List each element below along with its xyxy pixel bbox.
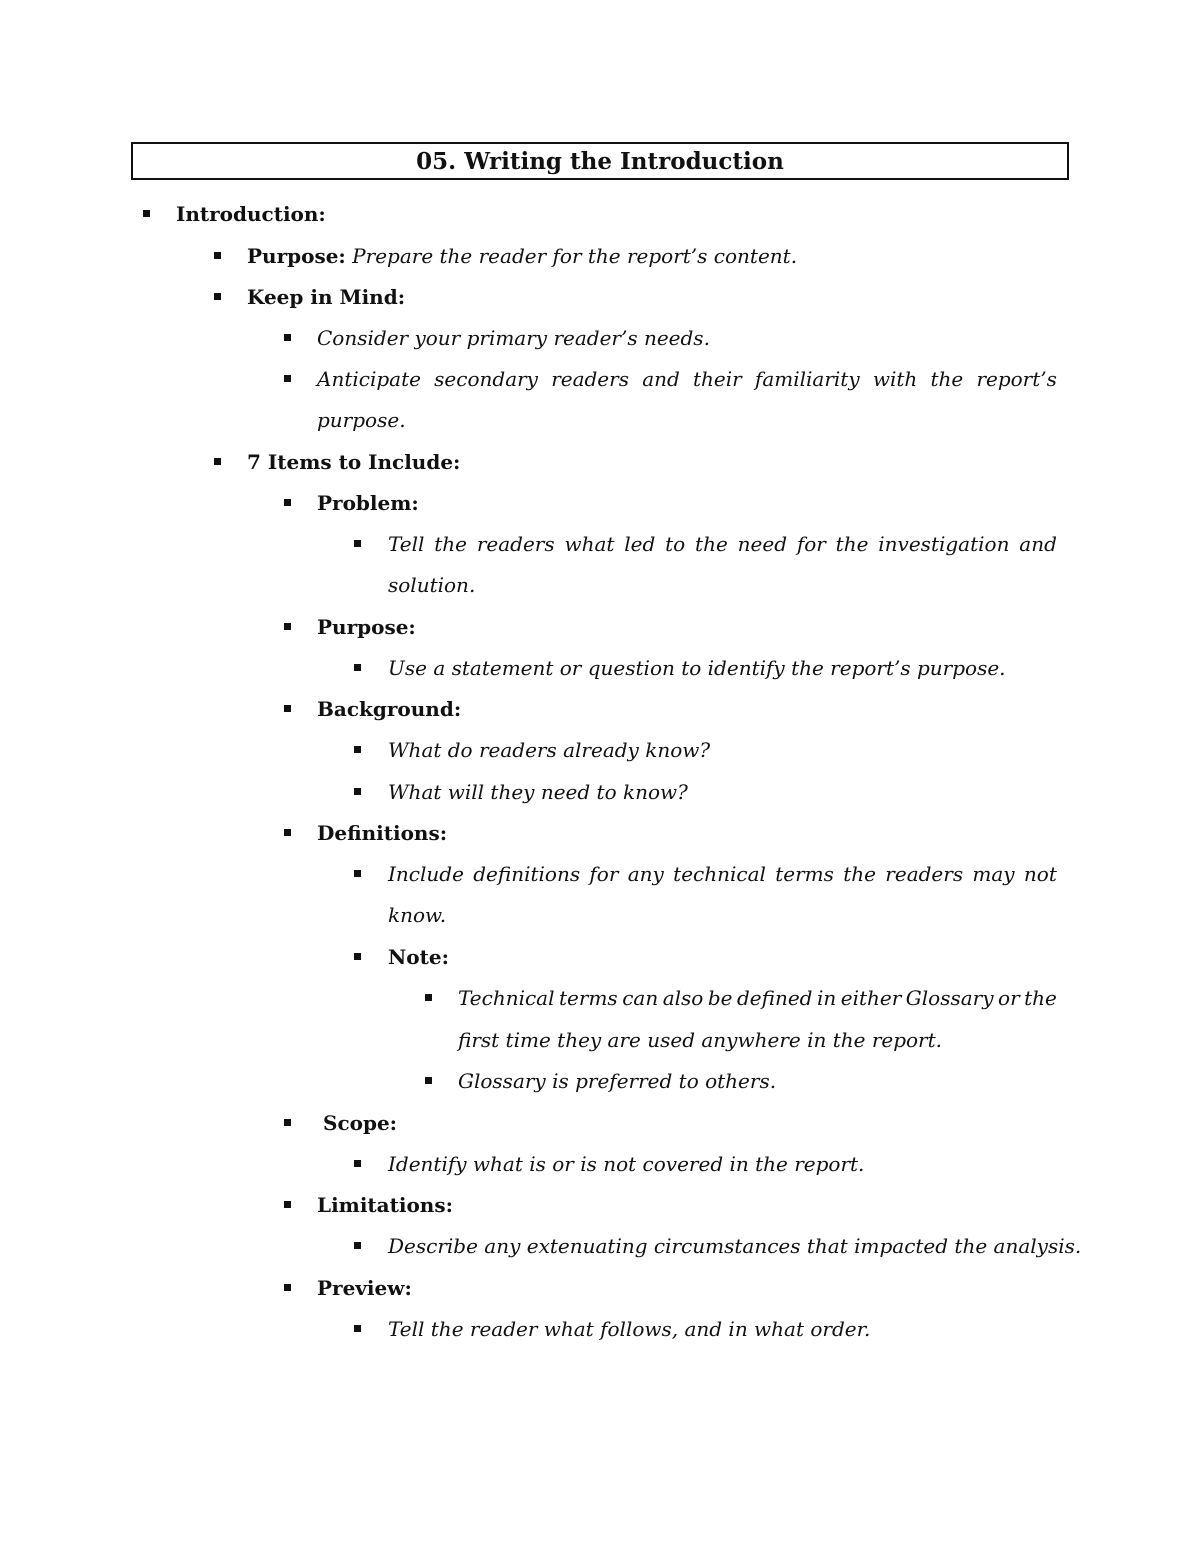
scope-text: Identify what is or is not covered in the report. [388, 1152, 865, 1176]
keep-in-mind-label: Keep in Mind: [247, 285, 406, 309]
bullet-icon [354, 540, 361, 547]
bullet-icon [354, 953, 361, 960]
problem-text-line2: solution. [388, 573, 476, 597]
bullet-icon [354, 664, 361, 671]
keep-in-mind-item-2-line2: purpose. [317, 408, 406, 432]
definitions-text-line1: Include definitions for any technical terms the readers may not [388, 862, 1057, 886]
bullet-icon [354, 788, 361, 795]
bullet-icon [284, 334, 291, 341]
bullet-icon [284, 1284, 291, 1291]
purpose-label: Purpose: [247, 244, 346, 268]
note-item-1-line1: Technical terms can also be defined in either Glossary or the [458, 986, 1057, 1010]
purpose-text: Prepare the reader for the report’s content. [352, 244, 798, 268]
bullet-icon [425, 1077, 432, 1084]
bullet-icon [284, 1201, 291, 1208]
purpose2-text: Use a statement or question to identify the report’s purpose. [388, 656, 1006, 680]
note-item-1-line2: first time they are used anywhere in the report. [458, 1028, 943, 1052]
bullet-icon [214, 293, 221, 300]
bullet-icon [354, 746, 361, 753]
problem-text-line1: Tell the readers what led to the need for the investigation and [388, 532, 1057, 556]
bullet-icon [284, 499, 291, 506]
page-title: 05. Writing the Introduction [131, 142, 1069, 180]
bullet-icon [284, 1119, 291, 1126]
background-label: Background: [317, 697, 462, 721]
scope-label: Scope: [323, 1111, 398, 1135]
background-item-2: What will they need to know? [388, 780, 688, 804]
bullet-icon [284, 375, 291, 382]
keep-in-mind-item-2-line1: Anticipate secondary readers and their familiarity with the report’s [317, 367, 1057, 391]
note-label: Note: [388, 945, 449, 969]
bullet-icon [354, 870, 361, 877]
purpose2-label: Purpose: [317, 615, 416, 639]
background-item-1: What do readers already know? [388, 738, 711, 762]
bullet-icon [284, 829, 291, 836]
limitations-label: Limitations: [317, 1193, 453, 1217]
definitions-text-line2: know. [388, 903, 447, 927]
problem-label: Problem: [317, 491, 419, 515]
definitions-label: Definitions: [317, 821, 448, 845]
limitations-text: Describe any extenuating circumstances that impacted the analysis. [388, 1234, 1082, 1258]
preview-label: Preview: [317, 1276, 412, 1300]
bullet-icon [425, 994, 432, 1001]
bullet-icon [214, 252, 221, 259]
bullet-icon [284, 705, 291, 712]
keep-in-mind-item-1: Consider your primary reader’s needs. [317, 326, 710, 350]
bullet-icon [354, 1242, 361, 1249]
preview-text: Tell the reader what follows, and in what order. [388, 1317, 871, 1341]
note-item-2: Glossary is preferred to others. [458, 1069, 777, 1093]
seven-items-label: 7 Items to Include: [247, 450, 461, 474]
bullet-icon [354, 1325, 361, 1332]
bullet-icon [214, 458, 221, 465]
bullet-icon [354, 1160, 361, 1167]
section-introduction: Introduction: [176, 202, 326, 226]
bullet-icon [143, 210, 150, 217]
bullet-icon [284, 623, 291, 630]
purpose-item [247, 244, 797, 268]
